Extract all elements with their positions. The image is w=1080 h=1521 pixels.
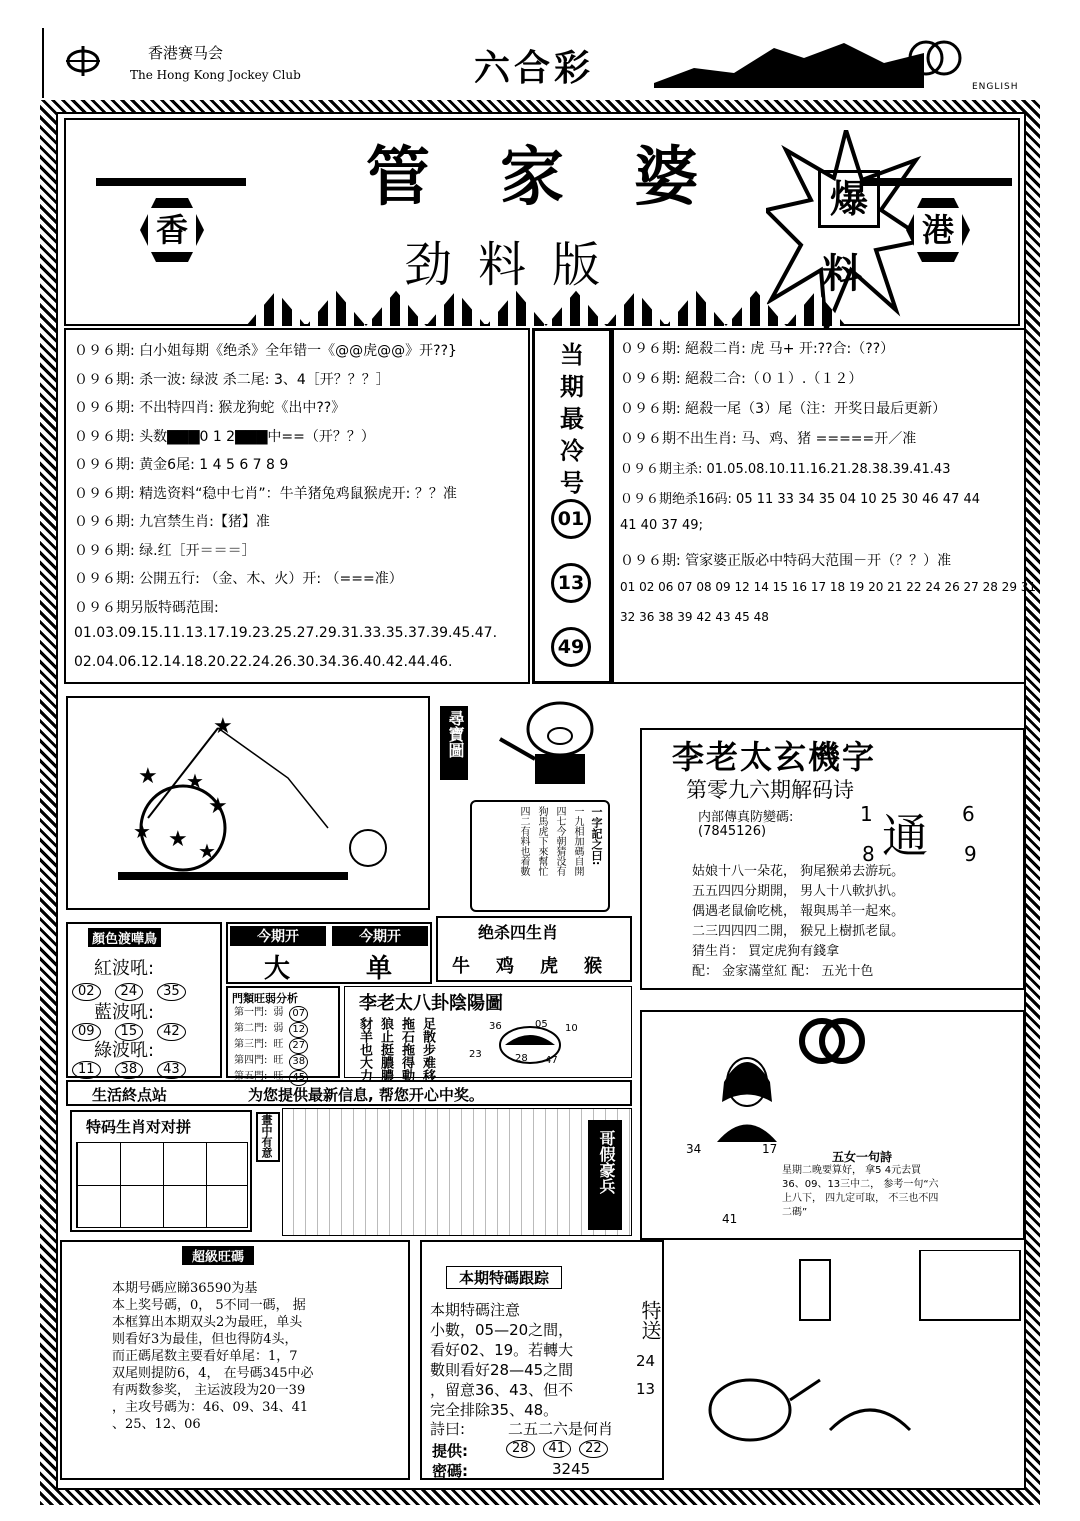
bagua-col: 豺羊也大力 [357,1017,372,1082]
left-badge-char: 香 [148,208,196,252]
right-list-item: 32 36 38 39 42 43 45 48 [620,610,769,624]
door-row [234,1054,308,1070]
right-list-panel [612,328,1037,684]
treasure-map [66,696,430,910]
cold-number: 01 [551,499,591,539]
cold-label-char: 当 [560,341,584,369]
door-num: 12 [289,1022,308,1038]
right-list-item: 41 40 37 49; [620,518,703,533]
wave-number: 09 [72,1023,101,1041]
left-list-item: ０９６期: 精选资料“稳中七肖”：牛羊猪兔鸡鼠猴虎开: ？？准 [74,485,457,502]
burst-char-2: 料 [822,251,862,297]
this-period-big: 大 [264,954,291,984]
bagua-panel [344,986,632,1082]
ad-poem-title: 五女一句詩 [832,1150,893,1164]
svg-text:★: ★ [208,794,228,819]
left-list-item: ０９６期另版特碼范围: [74,599,219,616]
li-poem-title: 李老太玄機字 [672,738,877,776]
bagua-num: 28 [515,1053,528,1064]
hot-calc-line: 本上奖号碼，0， 5不同一碼， 据 [112,1298,306,1313]
main-title: 管家婆 [366,140,768,215]
stories-side [588,1120,622,1230]
mark-six-logo-icon [906,36,966,80]
door-state: 弱 [273,1007,284,1018]
ad-line: 36、09、13三中二， 参考一句“六 [782,1179,939,1190]
big-char: 通 [882,809,928,863]
this-period-label-2: 今期开 [332,926,428,946]
stories-side-text: 哥假豪兵 [597,1130,616,1194]
scroll-title: 一字記之曰: [590,806,603,866]
stories-panel [282,1108,632,1236]
cold-numbers-panel [532,328,612,684]
provide-number: 28 [506,1440,535,1458]
fax-label: 内部傳真防變碼: [698,810,794,825]
svg-text:★: ★ [213,714,233,739]
left-list-item: ０９６期: 公開五行: （金、木、火）开: （===准） [74,571,403,587]
cold-number: 49 [551,627,591,667]
kill-four-item: 虎 [540,956,558,977]
door-row [234,1038,308,1054]
gift-label: 特送 [638,1300,662,1340]
code-value: 3245 [552,1460,591,1478]
door-state: 旺 [273,1055,284,1066]
left-badge [96,178,246,286]
provide-label: 提供: [432,1442,468,1460]
li-poem-panel [640,728,1025,990]
cold-label-char: 冷 [560,437,584,465]
kill-four-item: 牛 [452,956,470,977]
track-panel [420,1240,664,1480]
left-list-item: ０９６期: 黄金6尾: 1 4 5 6 7 8 9 [74,457,289,473]
hot-calc-title: 超級旺碼 [182,1246,254,1265]
pairs-panel [70,1110,252,1232]
hot-calc-line: 、25、12、06 [112,1417,201,1432]
hot-calc-line: ，主攻号碼为：46、09、34、41 [112,1400,309,1415]
wave-number: 38 [115,1061,144,1079]
left-list-item: ０９６期: 白小姐每期《绝杀》全年错一《@@虎@@》开??} [74,343,457,359]
cold-label [535,339,609,499]
bagua-title: 李老太八卦陰陽圖 [359,993,503,1014]
li-poem-line: 配： 金家滿堂紅 配： 五光十色 [692,964,874,979]
scroll-col: 一九相加碼自開 [572,806,583,876]
treasure-map-drawing [68,698,428,908]
bagua-diagram [465,1015,595,1073]
wave-number: 11 [72,1061,101,1079]
svg-text:★: ★ [138,764,158,789]
track-line: 看好02、19。若轉大 [430,1341,574,1359]
ad-num-17: 17 [762,1142,778,1156]
door-num: 38 [289,1054,308,1070]
track-title: 本期特碼跟踪 [446,1266,562,1289]
door-name: 第三門: [234,1039,268,1050]
scroll-col: 狗馬虎下來幫忙 [536,806,547,876]
door-name: 第二門: [234,1023,268,1034]
track-line: 本期特碼注意 [430,1301,521,1319]
door-state: 旺 [273,1071,284,1082]
door-panel [226,986,340,1083]
digit-1: 1 [860,802,873,826]
pairs-tag-text: 畫中有意 [260,1114,273,1158]
club-name-en: The Hong Kong Jockey Club [130,68,301,82]
poem-label: 詩曰: [430,1420,466,1438]
game-title: 六合彩 [474,48,595,89]
cold-label-char: 号 [560,469,584,497]
right-badge-char: 港 [914,208,962,252]
banner [64,118,1020,326]
wave-number: 43 [157,1061,186,1079]
door-state: 旺 [273,1039,284,1050]
door-title: 門類旺弱分析 [232,992,298,1005]
li-poem-line: 偶遇老鼠偷吃桃， 報與馬羊一起來。 [692,904,905,919]
right-list-item: ０９６期不出生肖: 马、鸡、猪 =====开／准 [620,431,917,447]
digit-8: 8 [862,842,875,866]
club-name-cn: 香港赛马会 [148,44,224,62]
svg-text:★: ★ [198,839,216,863]
hot-calc-line: 本框算出本期双头2为最旺，单头 [112,1315,303,1330]
red-label: 紅波吼: [94,958,155,979]
waves-panel [66,922,222,1078]
right-list-item: ０９６期: 絕殺二合:（０１）.（１２） [620,371,863,387]
treasure-label-text: 尋寶圖 [446,710,465,758]
digit-9: 9 [964,842,977,866]
left-list-item: ０９６期: 绿.红［开＝＝＝］ [74,542,256,559]
hot-calc-line: 本期号碼应睇36590为基 [112,1281,258,1296]
track-line: 小數，05—20之間， [430,1321,574,1339]
door-name: 第一門: [234,1007,268,1018]
bagua-num: 10 [565,1023,578,1034]
pairs-tag [256,1112,280,1162]
life-bar [66,1080,632,1106]
hot-calc-panel [60,1240,410,1480]
track-line: 數則看好28—45之間 [430,1361,574,1379]
ad-line: 星期二晚要算好， 拿5 4元去買 [782,1165,922,1176]
li-poem-line: 五五四四分期開， 男人十八軟扒扒。 [692,884,905,899]
left-list-item: 02.04.06.12.14.18.20.22.24.26.30.34.36.40.42.44.46. [74,653,453,670]
right-list-item: ０９６期: 絕殺二肖: 虎 马+ 开:??合:（??） [620,341,895,357]
wave-number: 15 [115,1023,144,1041]
provide-number: 22 [579,1440,608,1458]
wave-number: 42 [157,1023,186,1041]
ad-num-34: 34 [686,1142,702,1156]
ad-line: 上八下， 四九定可取， 不三也不四 [782,1193,939,1204]
green-label: 綠波吼: [94,1040,155,1061]
ad-num-41: 41 [722,1212,738,1226]
sub-title: 劲料版 [404,237,627,293]
right-list-item: ０９６期: 絕殺一尾（3）尾（注：开奖日最后更新） [620,401,947,417]
wave-number: 24 [115,983,144,1001]
kill-four-title: 绝杀四生肖 [478,923,559,942]
bagua-num: 36 [489,1021,502,1032]
door-num: 27 [289,1038,308,1054]
scroll-riddle [470,800,610,912]
burst-char-1: 爆 [818,170,880,228]
ad-line: 二碼” [782,1207,808,1218]
left-list-item: ０９６期: 头数▇▇▇0 1 2▇▇▇中==（开？？） [74,428,375,445]
scroll-col: 四二有料也着數 [518,806,529,876]
horse-decoration-icon [654,38,924,88]
door-row [234,1022,308,1038]
scroll-col: 四七今朝猜没有 [554,806,565,876]
door-name: 第五門: [234,1071,268,1082]
cold-label-char: 最 [560,405,584,433]
gift-num-2: 13 [636,1380,656,1398]
li-poem-line: 猜生肖： 買定虎狗有錢拿 [692,944,840,959]
li-poem-line: 二三四四四二開， 猴兄上樹抓老鼠。 [692,924,905,939]
treasure-label [440,706,468,780]
kill-four-item: 猴 [584,956,602,977]
hot-calc-line: 而正碼尾数主要看好单尾：1，7 [112,1349,298,1364]
bagua-col: 狼止挺膿膿 [378,1017,393,1082]
right-list-item: ０９６期: 管家婆正版必中特码大范围－开（？？）准 [620,553,952,569]
bagua-col: 拖石拖得動 [399,1017,414,1082]
this-period-label-1: 今期开 [230,926,326,946]
bagua-num: 23 [469,1049,482,1060]
left-list-panel [64,328,530,684]
wave-number: 35 [157,983,186,1001]
hkjc-logo-icon [64,44,102,78]
right-badge [862,178,1012,286]
rings-logo-icon [772,1016,892,1066]
left-list-item: ０９６期: 不出特四肖: 猴龙狗蛇《出中??》 [74,400,346,416]
bagua-num: 05 [535,1019,548,1030]
li-poem-line: 姑娘十八一朵花， 狗尾猴弟去游玩。 [692,864,905,879]
code-label: 密碼: [432,1462,468,1480]
cold-label-char: 期 [560,373,584,401]
provide-number: 41 [543,1440,572,1458]
door-num: 07 [289,1006,308,1022]
bagua-num: 47 [545,1055,558,1066]
blue-label: 藍波吼: [94,1002,155,1023]
right-list-item: ０９６期主杀: 01.05.08.10.11.16.21.28.38.39.41.43 [620,462,951,477]
svg-text:★: ★ [133,819,151,843]
teapot-art [670,1250,1025,1480]
kill-four-panel [436,916,632,982]
left-list-item: 01.03.09.15.11.13.17.19.23.25.27.29.31.33.35.37.39.45.47. [74,625,498,641]
fax-code: (7845126) [698,824,767,839]
svg-text:★: ★ [168,827,188,852]
kill-four-item: 鸡 [496,956,514,977]
life-bar-left: 生活終点站 [92,1086,168,1104]
hot-calc-line: 则看好3为最佳，但也得防4头， [112,1332,298,1347]
pairs-title: 特码生肖对对拼 [86,1118,192,1136]
door-name: 第四門: [234,1055,268,1066]
woman-portrait-icon [712,1052,782,1142]
this-period-single: 单 [366,954,393,984]
poem-text: 二五二六是何肖 [508,1420,614,1438]
hot-calc-line: 双尾则提防6，4， 在号碼345中必 [112,1366,314,1381]
right-list-item: ０９６期绝杀16码: 05 11 33 34 35 04 10 25 30 46 47 44 [620,492,981,507]
digit-6: 6 [962,802,975,826]
bagua-col: 足散步难移 [420,1017,435,1082]
pairs-grid [76,1142,248,1228]
door-row [234,1006,308,1022]
door-state: 弱 [273,1023,284,1034]
right-list-item: 01 02 06 07 08 09 12 14 15 16 17 18 19 20 21 22 24 26 27 28 29 31 [620,580,1037,594]
life-bar-right: 为您提供最新信息, 帮您开心中奖。 [248,1086,484,1104]
hot-calc-line: 有两数参奖， 主运波段为20一39 [112,1383,306,1398]
cold-number: 13 [551,563,591,603]
gift-num-1: 24 [636,1352,656,1370]
pig-mascot-icon [490,694,620,794]
door-num: 45 [289,1070,308,1086]
li-poem-subtitle: 第零九六期解码诗 [686,778,854,802]
wave-number: 02 [72,983,101,1001]
track-line: ，留意36、43、但不 [430,1381,574,1399]
left-list-item: ０９６期: 杀一波: 绿波 杀二尾: 3、4［开？？？］ [74,371,390,388]
svg-text:★: ★ [186,769,204,793]
woman-ad-panel [640,1010,1025,1240]
left-list-item: ０９６期: 九宫禁生肖:【猪】准 [74,514,270,530]
this-period-panel [226,922,432,984]
english-link[interactable]: ENGLISH [972,82,1019,92]
waves-title: 顏色渡嘩鳥 [88,928,161,947]
track-line: 完全排除35、48。 [430,1401,559,1419]
header-bar [42,28,1044,98]
